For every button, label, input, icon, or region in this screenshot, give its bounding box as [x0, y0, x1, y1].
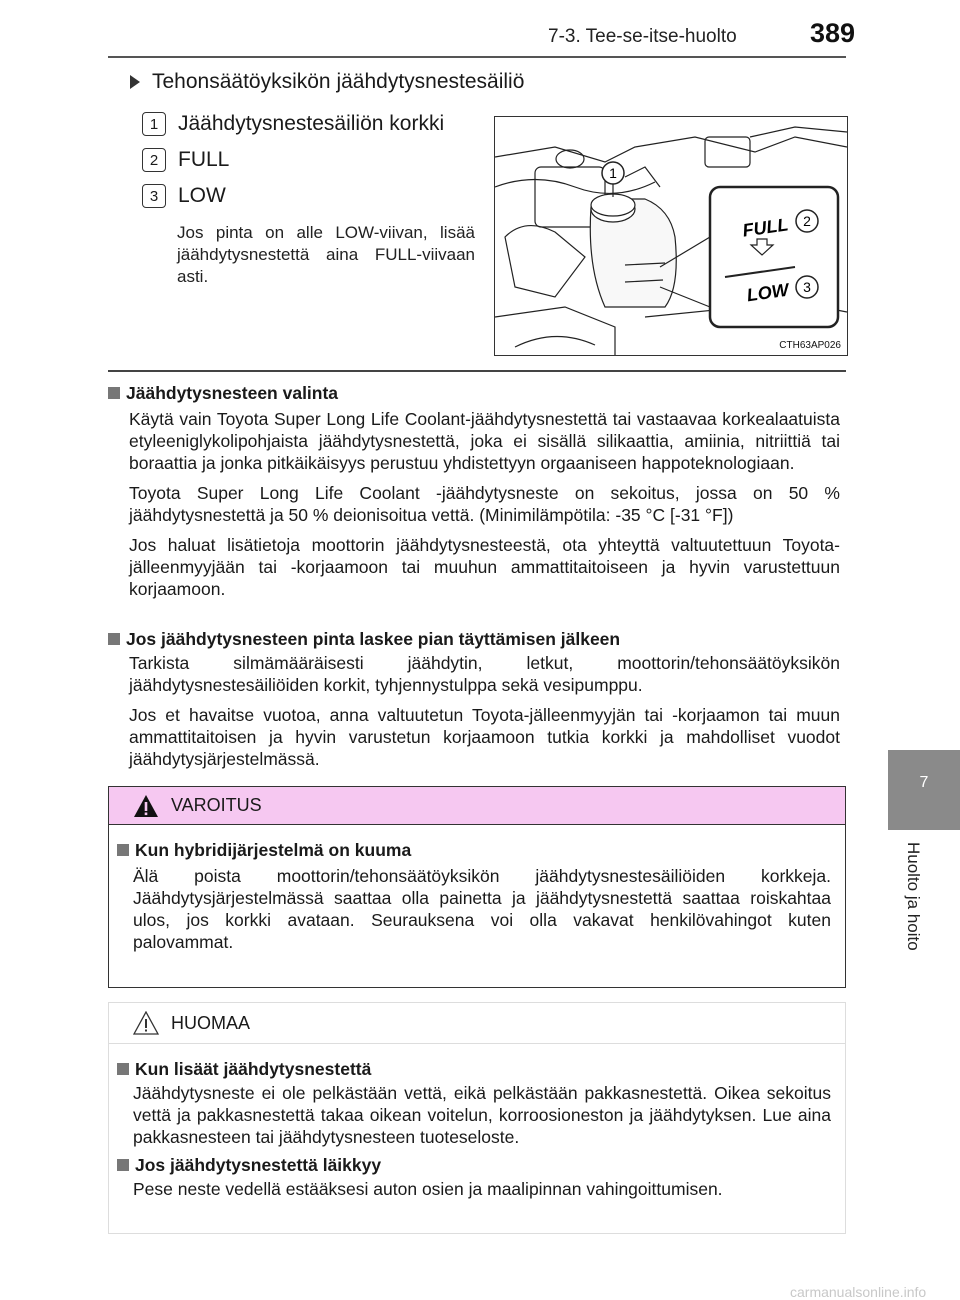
legend-label: Jäähdytysnestesäiliön korkki [178, 112, 445, 135]
legend-item-1 [142, 112, 444, 136]
full-mark-text: FULL [741, 214, 790, 241]
callout-2-label: 2 [803, 213, 811, 229]
engine-bay-drawing [495, 117, 847, 355]
paragraph: Jos haluat lisätietoja moottorin jäähdytysnesteestä, ota yhteyttä valtuutettuun Toyota-jälleenmyyjään tai -korjaamoon tai muuhun ammattitaitoiseen ja hyvin varustettuun korjaamoon. [129, 535, 840, 599]
callout-3-label: 3 [803, 279, 811, 295]
item-heading [130, 70, 524, 94]
legend-note: Jos pinta on alle LOW-viivan, lisää jäähdytysnestettä aina FULL-viivaan asti. [177, 223, 475, 286]
caution-triangle-icon [133, 1011, 159, 1035]
watermark: carmanualsonline.info [790, 1284, 927, 1300]
notice-item-title: Kun lisäät jäähdytysnestettä [117, 1058, 837, 1080]
notice-box [108, 1002, 846, 1234]
square-bullet-icon [117, 844, 129, 856]
chapter-number: 7 [919, 774, 929, 791]
paragraph: Jos et havaitse vuotoa, anna valtuutetun Toyota-jälleenmyyjän tai -korjaamon tai muun ammattitaitoisen ja hyvin varustetun korjaamoon tutkia korkki ja mahdolliset vuodot jäähdytysjärjestelmässä. [129, 705, 840, 769]
header-rule [108, 56, 846, 58]
section-title: Jos jäähdytysnesteen pinta laskee pian täyttämisen jälkeen [108, 628, 840, 650]
notice-item-title: Jos jäähdytysnestettä läikkyy [117, 1154, 837, 1176]
legend-number: 1 [142, 112, 166, 136]
header-section-title: 7-3. Tee-se-itse-huolto [548, 26, 737, 47]
warning-header [109, 787, 845, 825]
notice-title: HUOMAA [171, 1012, 251, 1033]
triangle-bullet-icon [130, 75, 140, 89]
notice-body [109, 1044, 845, 1200]
level-detail-callout [710, 187, 838, 327]
coolant-reservoir-illustration [494, 116, 848, 356]
warning-title: VAROITUS [171, 795, 262, 815]
low-mark-text: LOW [745, 279, 790, 306]
notice-text: Jäähdytysneste ei ole pelkästään vettä, eikä pelkästään pakkasnestettä. Oikea sekoitus vettä ja pakkasnestettä takaa oikean voitelun, korroosioneston ja jäähdytyksen. Lue aina pakkasnesteen tai jäähdytysnesteen tuoteseloste. [133, 1083, 831, 1147]
legend-label: LOW [178, 184, 226, 207]
square-bullet-icon [117, 1159, 129, 1171]
warning-body [109, 825, 845, 953]
warning-item-title: Kun hybridijärjestelmä on kuuma [117, 839, 837, 861]
section-coolant-selection [108, 382, 840, 600]
section-title: Jäähdytysnesteen valinta [108, 382, 840, 404]
paragraph: Käytä vain Toyota Super Long Life Coolant-jäähdytysnestettä tai vastaavaa korkealaatuista etyleeniglykolipohjaista jäähdytysnestettä, joka ei sisällä silikaattia, amiinia, nitriittiä tai boraattia ja jonka pitkäikäisyys perustuu yhdistettyyn orgaaniseen happoteknologiaan. [129, 409, 840, 473]
section-divider [108, 370, 846, 372]
legend-item-2 [142, 148, 229, 172]
section-level-drops [108, 628, 840, 770]
square-bullet-icon [117, 1063, 129, 1075]
paragraph: Tarkista silmämääräisesti jäähdytin, letkut, moottorin/tehonsäätöyksikön jäähdytysnestesäiliöiden korkit, tyhjennystulppa sekä vesipumppu. [129, 653, 840, 695]
notice-text: Pese neste vedellä estääksesi auton osien ja maalipinnan vahingoittumisen. [133, 1179, 723, 1199]
paragraph: Toyota Super Long Life Coolant -jäähdytysneste on sekoitus, jossa on 50 % jäähdytysnestettä ja 50 % deionisoitua vettä. (Minimilämpötila: -35 °C [-31 °F]) [129, 483, 840, 525]
legend-item-3 [142, 184, 226, 208]
chapter-tab [888, 750, 960, 830]
warning-box [108, 786, 846, 988]
notice-header [109, 1003, 845, 1044]
page-number: 389 [810, 18, 856, 48]
square-bullet-icon [108, 633, 120, 645]
square-bullet-icon [108, 387, 120, 399]
warning-text: Älä poista moottorin/tehonsäätöyksikön jäähdytysnestesäiliöiden korkkeja. Jäähdytysjärjestelmässä saattaa olla painetta ja jäähdytysnestettä saattaa roiskahtaa ulos, jos korkki avataan. Seurauksena voi olla vakavat henkilövahingot kuten palovammat. [133, 866, 831, 952]
figure-code: CTH63AP026 [779, 340, 841, 351]
warning-triangle-icon [133, 794, 159, 818]
chapter-label: Huolto ja hoito [904, 842, 923, 951]
legend-number: 3 [142, 184, 166, 208]
callout-1-label: 1 [609, 165, 617, 181]
legend-label: FULL [178, 148, 230, 171]
legend-number: 2 [142, 148, 166, 172]
item-heading-text: Tehonsäätöyksikön jäähdytysnestesäiliö [152, 70, 525, 93]
